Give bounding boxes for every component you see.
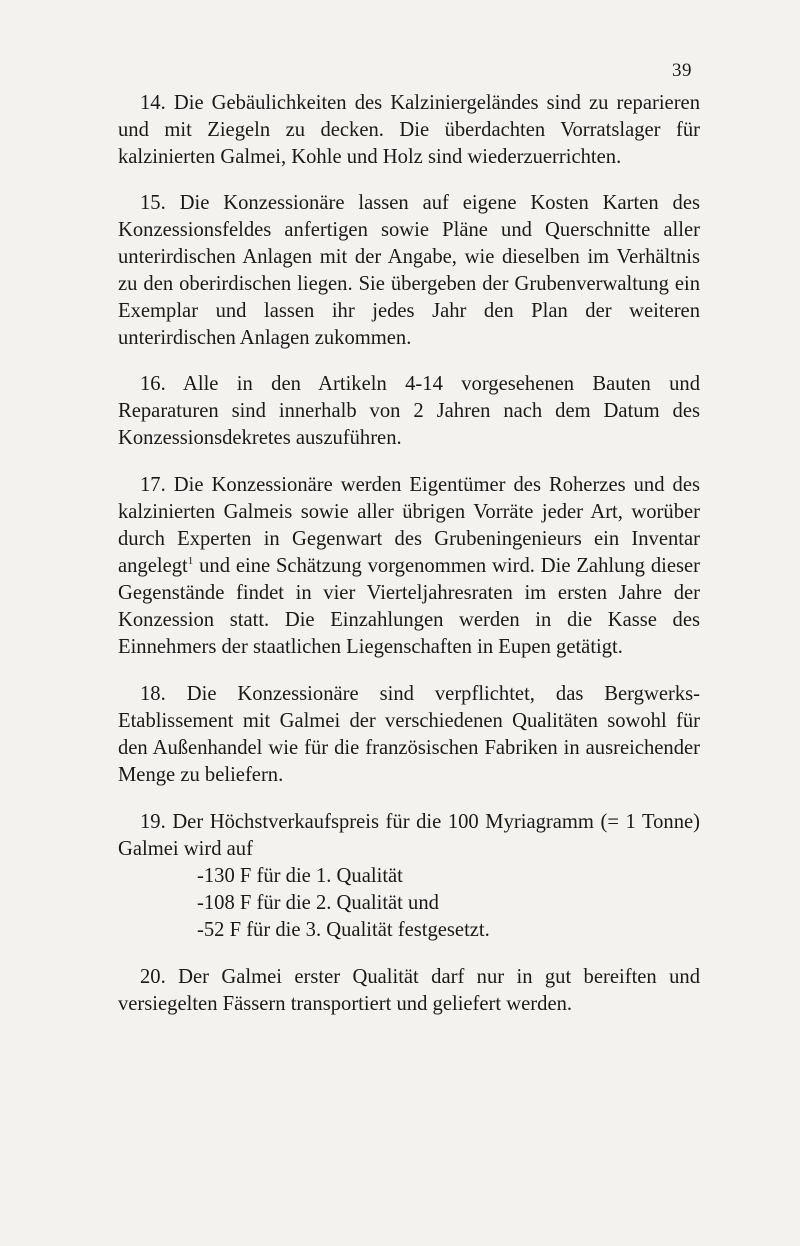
page-number: 39 [672,60,692,81]
article-number: 20. [140,966,166,988]
price-line-quality-1: -130 F für die 1. Qualität [197,865,403,887]
article-number: 17. [140,474,166,496]
article-text: Der Höchstverkaufspreis für die 100 Myriagramm (= 1 Tonne) Galmei wird auf [118,811,701,860]
article-20 [118,964,700,1018]
article-14 [118,90,700,171]
article-text: Die Konzessionäre werden Eigentümer des Roherzes und des kalzinierten Galmeis sowie aller übrigen Vorräte jeder Art, worüber durch Experten in Gegenwart des Grubeningenieurs ein Inventar angelegt [118,474,700,577]
article-text: Alle in den Artikeln 4-14 vorgesehenen Bauten und Reparaturen sind innerhalb von 2 Jahren nach dem Datum des Konzessionsdekretes auszuführen. [118,373,701,449]
article-text: Der Galmei erster Qualität darf nur in gut bereiften und versiegelten Fässern transportiert und geliefert werden. [118,966,700,1015]
article-18 [118,681,700,789]
article-17 [118,472,700,661]
price-line-quality-2: -108 F für die 2. Qualität und [197,892,439,914]
article-list [118,90,700,1038]
article-16 [118,371,700,452]
article-number: 18. [140,683,166,705]
article-text: Die Gebäulichkeiten des Kalziniergeländes sind zu reparieren und mit Ziegeln zu decken. Die überdachten Vorratslager für kalzinierten Galmei, Kohle und Holz sind wiederzuerrichten. [118,92,700,168]
article-number: 14. [140,92,166,114]
article-number: 15. [140,192,166,214]
price-line-quality-3: -52 F für die 3. Qualität festgesetzt. [197,919,490,941]
footnote-marker: 1 [187,555,194,568]
article-number: 19. [140,811,166,833]
article-text-continued: und eine Schätzung vorgenommen wird. Die Zahlung dieser Gegenstände findet in vier Vierteljahresraten im ersten Jahre der Konzession statt. Die Einzahlungen werden in die Kasse des Einnehmers der staatlichen Liegenschaften in Eupen getätigt. [118,555,700,658]
article-text: Die Konzessionäre sind verpflichtet, das Bergwerks-Etablissement mit Galmei der verschiedenen Qualitäten sowohl für den Außenhandel wie für die französischen Fabriken in ausreichender Menge zu beliefern. [118,683,701,786]
price-list [118,863,700,944]
article-19 [118,809,700,944]
article-15 [118,190,700,352]
article-number: 16. [140,373,166,395]
article-text: Die Konzessionäre lassen auf eigene Kosten Karten des Konzessionsfeldes anfertigen sowie Pläne und Querschnitte aller unterirdischen Anlagen mit der Angabe, wie dieselben im Verhältnis zu den oberirdischen liegen. Sie übergeben der Grubenverwaltung ein Exemplar und lassen ihr jedes Jahr den Plan der weiteren unterirdischen Anlagen zukommen. [118,192,700,349]
